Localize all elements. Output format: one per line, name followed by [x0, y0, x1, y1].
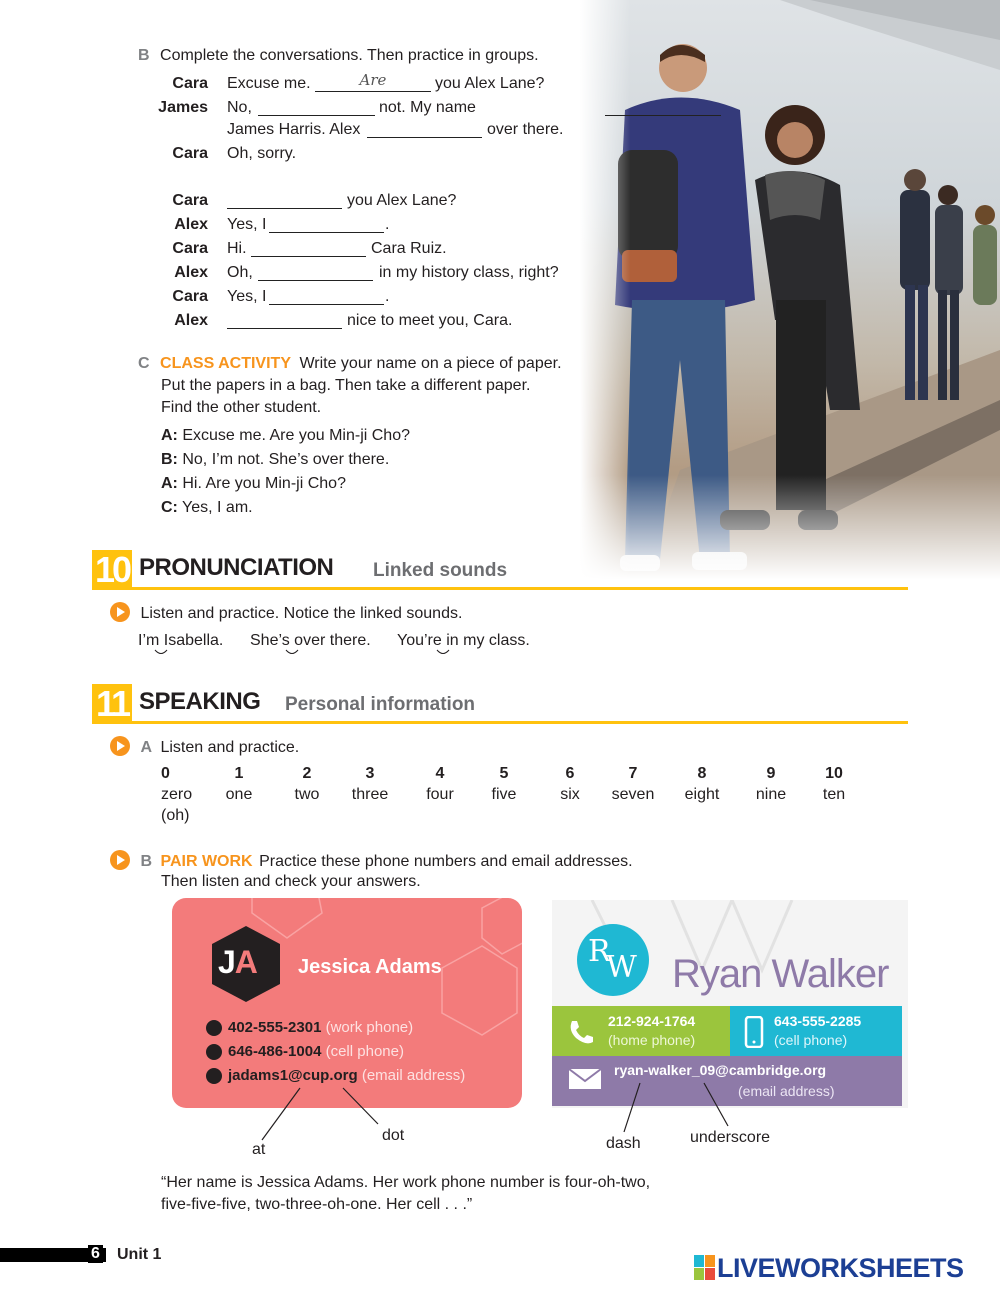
phone-icon — [566, 1018, 594, 1046]
unit-label: Unit 1 — [117, 1246, 162, 1263]
email-panel — [552, 1056, 902, 1106]
pair-work-label: PAIR WORK — [160, 853, 253, 870]
section-number-10: 10 — [92, 550, 132, 590]
dialog-text: No, — [227, 99, 252, 116]
answer-blank[interactable] — [269, 289, 384, 305]
section-b-instruction: Complete the conversations. Then practice in groups. — [160, 47, 539, 64]
digit: 3 — [365, 765, 375, 782]
number-word: ten — [822, 786, 846, 803]
logo-letter-j: J — [218, 944, 235, 980]
answer-blank[interactable] — [605, 100, 721, 116]
digit: 1 — [234, 765, 244, 782]
section-rule — [132, 587, 908, 590]
number-word: zero — [161, 786, 193, 803]
digit: 2 — [302, 765, 312, 782]
answer-blank[interactable] — [227, 313, 342, 329]
section-c-line-1: Write your name on a piece of paper. — [299, 355, 562, 372]
dialog-text: in my history class, right? — [379, 264, 559, 281]
brand-wordmark[interactable]: LIVEWORKSHEETS — [717, 1253, 964, 1283]
envelope-icon — [206, 1068, 222, 1084]
conv1-line-3 — [148, 120, 564, 142]
speaking-a-instruction: Listen and practice. — [160, 739, 300, 756]
dialog-speaker: A: — [161, 475, 178, 492]
answer-blank[interactable] — [258, 100, 375, 116]
callout-underscore: underscore — [690, 1129, 771, 1146]
speaking-b-line-1: Practice these phone numbers and email addresses. — [259, 853, 633, 870]
home-phone-label: (home phone) — [608, 1032, 696, 1048]
work-phone-row — [206, 1019, 413, 1036]
conv1-line-2 — [148, 98, 476, 120]
section-b-heading — [138, 46, 539, 66]
dialog-text: Excuse me. Are you Min-ji Cho? — [182, 427, 410, 444]
number-item — [277, 765, 337, 804]
speaking-a-row — [110, 736, 299, 762]
number-word: seven — [611, 786, 655, 803]
number-word: six — [560, 786, 580, 803]
number-item — [410, 765, 470, 804]
speaker: Cara — [172, 192, 208, 209]
number-item — [136, 765, 196, 825]
cell-phone-label: (cell phone) — [774, 1032, 848, 1048]
linked-example: She’s over there. — [250, 632, 371, 649]
digit: 7 — [628, 765, 638, 782]
digit: 8 — [697, 765, 707, 782]
section-c-heading — [138, 354, 562, 374]
conv2-line-4 — [148, 263, 559, 285]
answer-blank[interactable] — [227, 193, 342, 209]
number-item — [474, 765, 534, 804]
digit: 4 — [435, 765, 445, 782]
section-number-11: 11 — [92, 684, 132, 724]
speaker: Cara — [172, 75, 208, 92]
pronunciation-instruction: Listen and practice. Notice the linked sounds. — [140, 605, 463, 622]
cell-phone-row — [206, 1043, 404, 1060]
dialog-text: you Alex Lane? — [347, 192, 457, 209]
conv2-line-5 — [148, 287, 390, 309]
logo-letter-a: A — [234, 944, 257, 980]
conv2-line-6 — [148, 311, 513, 333]
audio-play-icon[interactable] — [110, 736, 130, 756]
dialog-line — [161, 450, 389, 470]
envelope-icon — [568, 1068, 602, 1090]
answer-blank[interactable] — [251, 241, 366, 257]
business-card-ryan — [552, 900, 908, 1108]
answer-blank[interactable] — [367, 122, 482, 138]
mobile-phone-icon — [744, 1016, 764, 1048]
callout-dot: dot — [382, 1127, 405, 1144]
rw-logo-w: W — [606, 950, 637, 985]
section-b-label: B — [138, 47, 150, 64]
number-word: two — [294, 786, 320, 803]
number-word: eight — [684, 786, 720, 803]
number-item — [804, 765, 864, 804]
email-address: jadams1@cup.org — [228, 1067, 358, 1084]
pronunciation-title: PRONUNCIATION — [139, 554, 334, 581]
cell-phone: 646-486-1004 — [228, 1043, 322, 1060]
dialog-text: Yes, I am. — [182, 499, 253, 516]
speaker: Alex — [174, 216, 208, 233]
liveworksheets-logo-icon — [694, 1255, 716, 1281]
dialog-text: Hi. Are you Min-ji Cho? — [182, 475, 346, 492]
dialog-line — [161, 498, 253, 518]
dialog-text: not. My name — [379, 99, 476, 116]
speaker: Cara — [172, 145, 208, 162]
number-word: five — [491, 786, 517, 803]
speaking-b-line-2: Then listen and check your answers. — [161, 873, 421, 890]
speaker: Cara — [172, 240, 208, 257]
rw-logo-r: R — [588, 934, 611, 969]
phone-icon — [206, 1020, 222, 1036]
dialog-text: nice to meet you, Cara. — [347, 312, 513, 329]
home-phone: 212-924-1764 — [608, 1013, 696, 1029]
email-address: ryan-walker_09@cambridge.org — [614, 1062, 827, 1078]
digit: 10 — [825, 765, 843, 782]
mobile-phone-icon — [206, 1044, 222, 1060]
conv2-line-3 — [148, 239, 447, 261]
speaking-a-label: A — [140, 739, 153, 756]
example-quote-line-1: “Her name is Jessica Adams. Her work phone number is four-oh-two, — [161, 1174, 651, 1191]
cell-phone-panel — [730, 1006, 902, 1056]
dialog-text: you Alex Lane? — [435, 75, 545, 92]
cell-phone-label: (cell phone) — [325, 1043, 404, 1060]
dialog-line — [161, 426, 410, 446]
example-quote-line-2: five-five-five, two-three-oh-one. Her cell . . .” — [161, 1196, 473, 1213]
number-item — [603, 765, 663, 804]
dialog-text: Yes, I — [227, 288, 267, 305]
work-phone: 402-555-2301 — [228, 1019, 322, 1036]
dialog-line — [161, 474, 346, 494]
answer-blank[interactable] — [269, 217, 384, 233]
card-name: Jessica Adams — [298, 956, 442, 978]
section-c-label: C — [138, 355, 150, 372]
conv1-line-1 — [148, 71, 545, 96]
linked-example: I’m Isabella. — [138, 632, 224, 649]
digit: 6 — [565, 765, 575, 782]
number-word-alt: (oh) — [161, 807, 190, 824]
speaker: Cara — [172, 288, 208, 305]
linked-example: You’re in my class. — [397, 632, 530, 649]
section-c-line-2: Put the papers in a bag. Then take a different paper. — [161, 377, 531, 394]
conv2-line-1 — [148, 191, 457, 213]
dialog-speaker: B: — [161, 451, 178, 468]
dialog-text: Hi. — [227, 240, 247, 257]
pronunciation-instruction-row — [110, 602, 462, 628]
speaking-subtitle: Personal information — [285, 694, 476, 715]
dialog-speaker: C: — [161, 499, 178, 516]
dialog-text: over there. — [487, 121, 564, 138]
section-c-line-3: Find the other student. — [161, 399, 322, 416]
speaking-title: SPEAKING — [139, 688, 261, 715]
speaker: James — [158, 99, 208, 116]
pronunciation-subtitle: Linked sounds — [373, 560, 508, 581]
answer-blank[interactable] — [315, 71, 431, 92]
dialog-text: Cara Ruiz. — [371, 240, 447, 257]
digit: 5 — [499, 765, 509, 782]
home-phone-panel — [552, 1006, 730, 1056]
dialog-speaker: A: — [161, 427, 178, 444]
digit: 9 — [766, 765, 776, 782]
class-activity-label: CLASS ACTIVITY — [160, 355, 291, 372]
filled-answer: Are — [359, 71, 387, 89]
dialog-text: . — [385, 288, 390, 305]
dialog-text: Oh, — [227, 264, 253, 281]
dialog-text: Yes, I — [227, 216, 267, 233]
email-label: (email address) — [738, 1083, 835, 1099]
page-number: 6 — [88, 1245, 103, 1263]
answer-blank[interactable] — [258, 265, 373, 281]
number-item — [741, 765, 801, 804]
ja-logo-initials — [218, 944, 257, 981]
number-word: three — [351, 786, 389, 803]
email-row — [206, 1067, 465, 1084]
audio-play-icon[interactable] — [110, 602, 130, 622]
business-card-jessica — [172, 898, 522, 1108]
number-item — [340, 765, 400, 804]
number-word: one — [225, 786, 253, 803]
number-word: nine — [755, 786, 787, 803]
conv2-line-2 — [148, 215, 390, 237]
section-rule — [132, 721, 908, 724]
dialog-text: No, I’m not. She’s over there. — [182, 451, 390, 468]
work-phone-label: (work phone) — [325, 1019, 414, 1036]
number-item — [540, 765, 600, 804]
number-item — [209, 765, 269, 804]
callout-dash: dash — [606, 1135, 641, 1152]
dialog-text: Oh, sorry. — [227, 145, 297, 162]
email-label: (email address) — [361, 1067, 466, 1084]
digit: 0 — [161, 765, 170, 782]
number-word: four — [426, 786, 454, 803]
speaking-b-label: B — [140, 853, 153, 870]
students-photo — [580, 0, 1000, 585]
speaker: Alex — [174, 312, 208, 329]
number-item — [672, 765, 732, 804]
card-name: Ryan Walker — [672, 952, 889, 996]
callout-at: at — [252, 1141, 266, 1158]
audio-play-icon[interactable] — [110, 850, 130, 870]
cell-phone: 643-555-2285 — [774, 1013, 862, 1029]
dialog-text: James Harris. Alex — [227, 121, 361, 138]
speaker: Alex — [174, 264, 208, 281]
dialog-text: Excuse me. — [227, 75, 311, 92]
dialog-text: . — [385, 216, 390, 233]
